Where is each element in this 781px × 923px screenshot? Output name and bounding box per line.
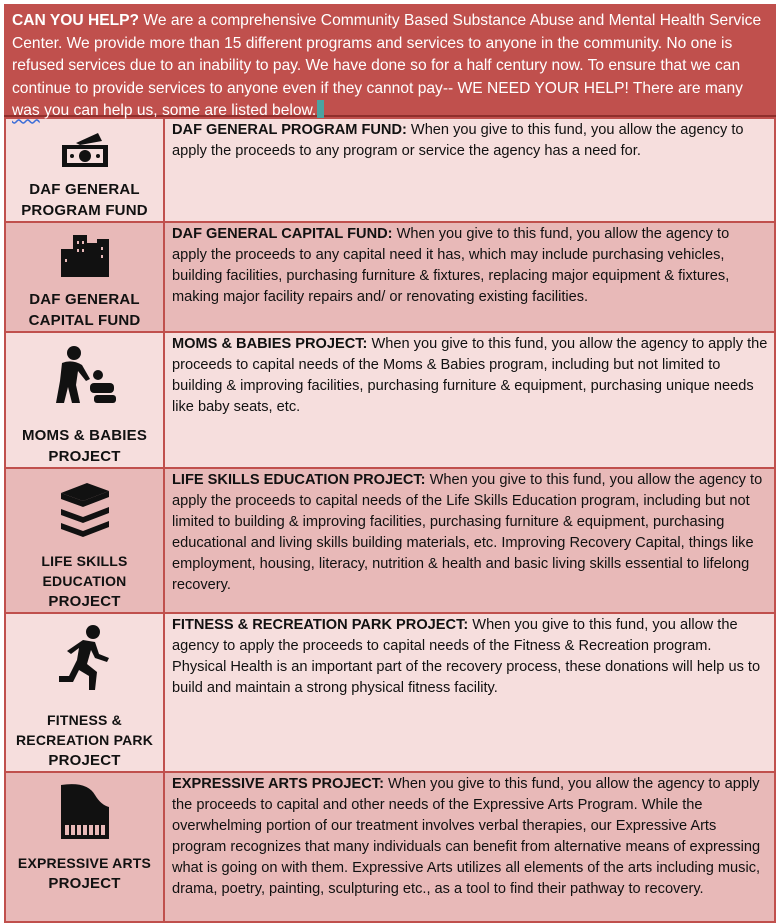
fund-label-cell: [5, 118, 164, 222]
fund-label-line-2: PROJECT: [48, 448, 121, 465]
fund-description-cell: [164, 468, 775, 613]
intro-banner: [4, 4, 776, 120]
banner-text-2: you can help us, some are listed below.: [39, 102, 317, 120]
fund-title: LIFE SKILLS EDUCATION PROJECT:: [172, 472, 426, 488]
fund-description: When you give to this fund, you allow the agency to apply the proceeds to capital needs of the Moms & Babies program, including but not limited to building & improving facilities, purchasing furniture & equipment, purchasing unique needs like baby seats, etc.: [172, 336, 768, 415]
document-page: [4, 4, 776, 923]
misspelled-word[interactable]: was: [12, 102, 40, 120]
fund-title: DAF GENERAL CAPITAL FUND:: [172, 226, 393, 242]
fund-title: EXPRESSIVE ARTS PROJECT:: [172, 776, 384, 792]
fund-label-line-1: DAF GENERAL: [29, 181, 140, 198]
fund-row-moms-babies: [5, 332, 775, 468]
fund-description-cell: [164, 222, 775, 332]
fund-label-line-2: EDUCATION: [42, 573, 127, 589]
buildings-icon: [57, 229, 113, 279]
fund-description: When you give to this fund, you allow the agency to apply the proceeds to capital needs of the Fitness & Recreation program. Physical Health is an important part of the recovery process, these donations will help us to build and maintain a strong physical fitness facility.: [172, 617, 761, 696]
money-icon: [58, 127, 112, 175]
fund-label-line-1: LIFE SKILLS: [41, 553, 128, 569]
fund-row-expressive-arts: [5, 772, 775, 922]
fund-description-cell: [164, 772, 775, 922]
fund-label-cell: [5, 332, 164, 468]
fund-label-cell: [5, 772, 164, 922]
fund-label-line-1: DAF GENERAL: [29, 291, 140, 308]
fund-row-capital: [5, 222, 775, 332]
mother-baby-icon: [50, 345, 120, 407]
fund-label-line-1: MOMS & BABIES: [21, 427, 148, 444]
fund-row-fitness: [5, 613, 775, 772]
fund-label-cell: [5, 468, 164, 613]
fund-label-line-2: PROGRAM FUND: [21, 202, 148, 219]
fund-description-cell: [164, 332, 775, 468]
fund-label-cell: [5, 613, 164, 772]
fund-title: MOMS & BABIES PROJECT:: [172, 336, 368, 352]
fund-label-line-3: PROJECT: [48, 593, 121, 610]
fund-description-cell: [164, 118, 775, 222]
fund-label-line-1: FITNESS &: [47, 712, 122, 728]
fund-label-line-1: EXPRESSIVE ARTS: [17, 855, 152, 871]
fund-description: When you give to this fund, you allow the agency to apply the proceeds to any capital need it has, which may include purchasing vehicles, building facilities, purchasing furniture & fixtures, replacing major equipment & fixtures, making major facility repairs and/ or renovating existing facilities.: [172, 226, 730, 305]
fund-description-cell: [164, 613, 775, 772]
text-cursor: [317, 100, 324, 118]
piano-icon: [55, 781, 115, 843]
fund-description: When you give to this fund, you allow the agency to apply the proceeds to any program or service the agency has a need for.: [172, 122, 744, 159]
fund-label-line-3: PROJECT: [48, 752, 121, 769]
fund-row-program: [5, 118, 775, 222]
banner-text-1: We are a comprehensive Community Based Substance Abuse and Mental Health Service Center. We provide more than 15 different programs and services to anyone in the community. No one is refused services due to an inability to pay. We have done so for a half century now. To ensure that we can continue to provide services to anyone even if they cannot pay-- WE NEED YOUR HELP! There are many: [12, 12, 762, 97]
runner-icon: [55, 624, 115, 696]
fund-label-line-2: CAPITAL FUND: [28, 312, 141, 329]
fund-title: FITNESS & RECREATION PARK PROJECT:: [172, 617, 469, 633]
books-icon: [57, 479, 113, 539]
funds-table: [4, 117, 776, 923]
fund-description: When you give to this fund, you allow the agency to apply the proceeds to capital and other needs of the Expressive Arts Program. While the overwhelming portion of our treatment involves verbal therapies, our Expressive Arts program recognizes that many individuals can benefit from alternative means of expressing what is going on with them. Expressive Arts utilizes all elements of the arts including music, drama, poetry, painting, sculpturing etc., as a tool to find their pathway to recovery.: [172, 776, 761, 897]
banner-heading: CAN YOU HELP?: [12, 12, 140, 29]
fund-row-life-skills: [5, 468, 775, 613]
fund-label-cell: [5, 222, 164, 332]
fund-label-line-2: RECREATION PARK: [15, 732, 154, 748]
fund-title: DAF GENERAL PROGRAM FUND:: [172, 122, 407, 138]
fund-label-line-2: PROJECT: [48, 875, 121, 892]
fund-description: When you give to this fund, you allow the agency to apply the proceeds to capital needs of the Life Skills Education program, including but not limited to building & improving facilities, purchasing furniture & equipment, purchasing educational and living skills building materials, etc. Improving Recovery Capital, things like employment, housing, literacy, nutrition & health and basic living skills essential to lifelong recovery.: [172, 472, 763, 593]
